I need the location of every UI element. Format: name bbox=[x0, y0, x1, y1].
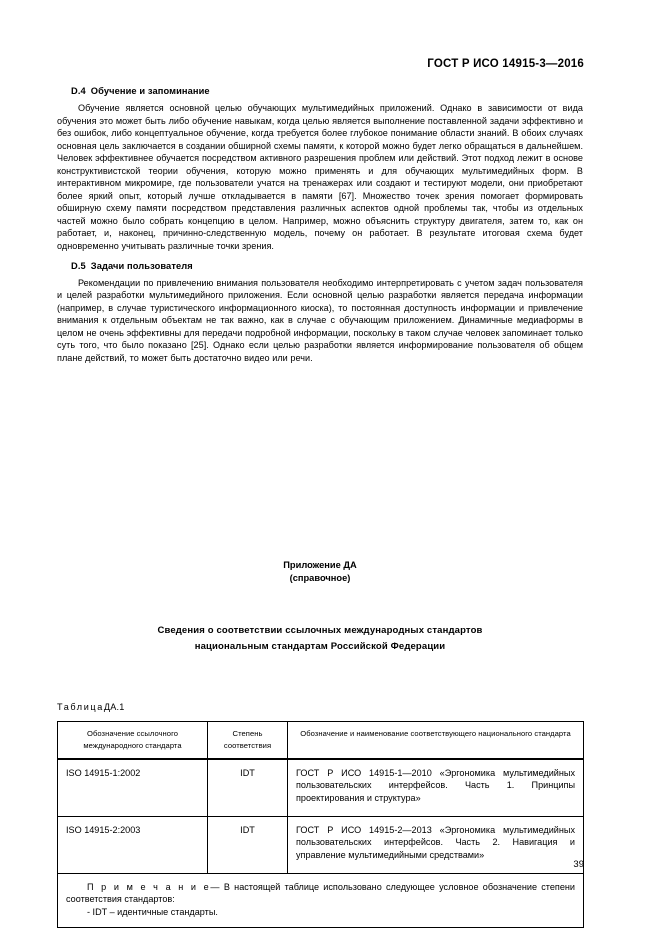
annex-type: (справочное) bbox=[289, 573, 351, 584]
page-number: 39 bbox=[573, 859, 584, 870]
note-label: П р и м е ч а н и е bbox=[87, 881, 211, 892]
section-title-d5: Задачи пользователя bbox=[90, 260, 193, 271]
paragraph-gap bbox=[57, 253, 583, 261]
table-note-row bbox=[58, 873, 584, 927]
section-paragraph-d5: Рекомендации по привлечению внимания пользователя необходимо интерпретировать с учетом задач пользователя и целей разработки мультимедийного приложения. Если основной целью разработки является передача информации (например, в случае туристического информационного киоска), то постоянная доступность информации и привлечение внимания к отдельным объектам не так важно, как в случае с обучающим приложением. Динамичные медиаформы в целом не очень эффективны для передачи подробной информации, поскольку в таком случае человек запоминает только суть того, что было показано [25]. Однако если целью разработки является информирование пользователя об общем плане действий, то может быть достаточно видео или речи. bbox=[57, 277, 583, 363]
section-number-d4: D.4 bbox=[71, 86, 86, 96]
annex-heading bbox=[57, 623, 583, 654]
table-caption bbox=[57, 702, 583, 712]
annex-heading-line-2: национальным стандартам Российской Федерации bbox=[194, 640, 446, 652]
table-caption-number: ДА.1 bbox=[103, 702, 125, 713]
note-text-line-1: В настоящей таблице использовано следующее условное обозначение степени соответствия стандартов: bbox=[66, 881, 575, 905]
cell-degree: IDT bbox=[208, 816, 288, 873]
annex-heading-line-1: Сведения о соответствии ссылочных международных стандартов bbox=[157, 625, 483, 637]
section-number-d5: D.5 bbox=[71, 260, 86, 271]
section-title-d4: Обучение и запоминание bbox=[90, 86, 210, 96]
cell-international-standard: ISO 14915-2:2003 bbox=[58, 816, 208, 873]
table-caption-word: Таблица bbox=[57, 702, 104, 713]
table-note bbox=[58, 873, 584, 927]
table-row bbox=[58, 759, 584, 817]
section-heading-d4 bbox=[57, 86, 583, 96]
vertical-spacer bbox=[57, 364, 583, 559]
page-content bbox=[57, 86, 583, 928]
note-dash: — bbox=[210, 881, 220, 892]
annex-label-block bbox=[57, 559, 583, 585]
cell-national-standard: ГОСТ Р ИСО 14915-1—2010 «Эргономика мультимедийных пользовательских интерфейсов. Часть 1. Принципы проектирования и структура» bbox=[288, 759, 584, 817]
note-text-line-2: - IDT – идентичные стандарты. bbox=[87, 906, 218, 917]
section-heading-d5 bbox=[57, 261, 583, 271]
section-paragraph-d4: Обучение является основной целью обучающих мультимедийных приложений. Однако в зависимости от вида обучения это может быть либо обучение навыкам, когда целью является выполнение поставленной задачи эффективно и без ошибок, либо концептуальное обучение, когда требуется более глубокое понимание области знаний. В обоих случаях основная цель заключается в создании обширной схемы памяти, к которой можно будет легко обращаться в дальнейшем. Человек эффективнее обучается посредством активного разрешения проблем или действий. Этот подход лежит в основе конструктивистской теории обучения, которую можно применять и для обучающих мультимедийных форм. В интерактивном микромире, где пользователи учатся на тренажерах или создают и тестируют модели, они приобретают более яркий опыт, который лучше откладывается в памяти [67]. Множество точек зрения помогает формировать обширную схему памяти посредством представления различных аспектов одной проблемы так, чтобы из отдельных частей можно было собрать концепцию в целом. Например, можно объяснить структуру двигателя, затем то, как он работает, и, наконец, причинно-следственную модель, почему он работает. В результате итоговая схема будет одновременно учитывать различные точки зрения. bbox=[57, 103, 583, 252]
table-header-row bbox=[58, 722, 584, 759]
page-header-standard-number: ГОСТ Р ИСО 14915-3—2016 bbox=[427, 58, 584, 70]
table-header-international-standard: Обозначение ссылочного международного стандарта bbox=[58, 722, 208, 759]
table-header-degree-of-correspondence: Степень соответствия bbox=[208, 722, 288, 759]
cell-international-standard: ISO 14915-1:2002 bbox=[58, 759, 208, 817]
table-row bbox=[58, 816, 584, 873]
cell-national-standard: ГОСТ Р ИСО 14915-2—2013 «Эргономика мультимедийных пользовательских интерфейсов. Часть 2. Навигация и управление мультимедийными средствами» bbox=[288, 816, 584, 873]
cell-degree: IDT bbox=[208, 759, 288, 817]
annex-label: Приложение ДА bbox=[283, 560, 357, 571]
correspondence-table bbox=[57, 721, 584, 928]
annex-gap bbox=[57, 585, 583, 623]
table-header-national-standard: Обозначение и наименование соответствующего национального стандарта bbox=[288, 722, 584, 759]
